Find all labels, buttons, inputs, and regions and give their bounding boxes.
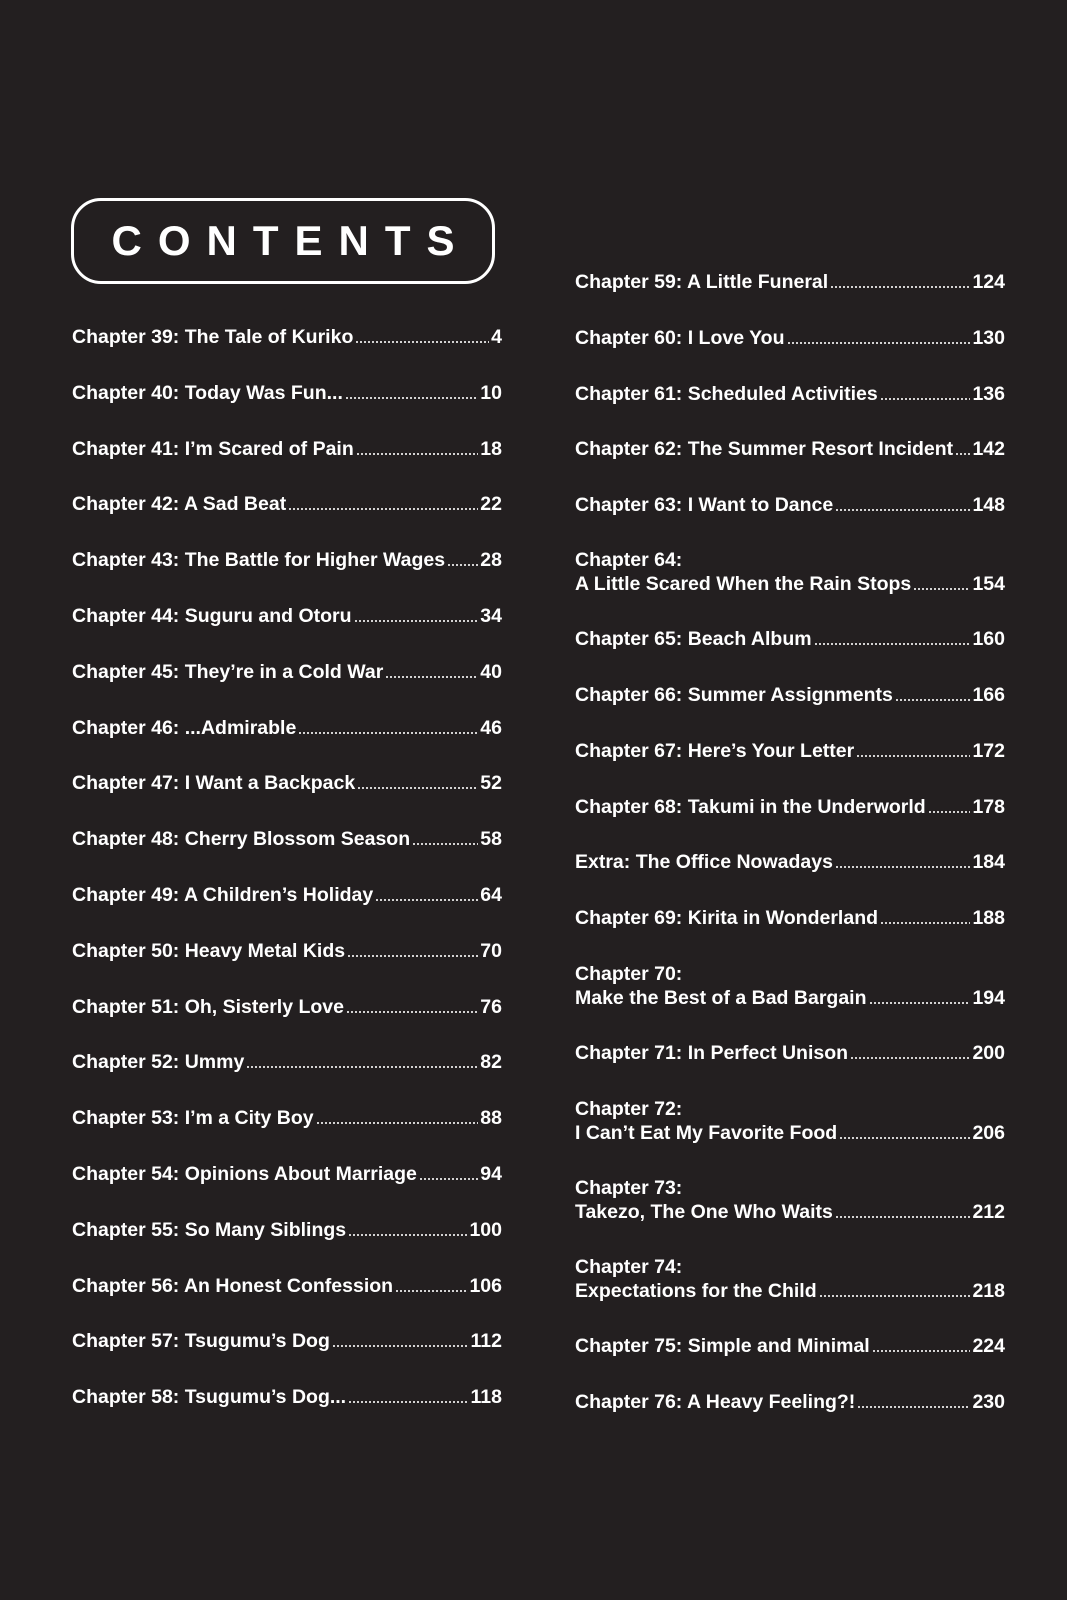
toc-entry-page: 230: [972, 1391, 1005, 1413]
toc-entry-title: Chapter 39: The Tale of Kuriko: [72, 326, 354, 348]
toc-entry-page: 218: [972, 1280, 1005, 1302]
toc-entry-title: Chapter 52: Ummy: [72, 1051, 245, 1073]
toc-entry-page: 64: [480, 884, 502, 906]
toc-entry-page: 106: [469, 1275, 502, 1297]
toc-leader-dots: [395, 1290, 467, 1292]
toc-entry-title: Expectations for the Child: [575, 1280, 817, 1302]
toc-entry-page: 76: [480, 996, 502, 1018]
toc-leader-dots: [347, 955, 478, 957]
toc-entry: [72, 1385, 502, 1409]
toc-entry-page: 148: [972, 494, 1005, 516]
toc-entry-page: 10: [480, 382, 502, 404]
toc-entry-row: [72, 660, 502, 684]
toc-entry-page: 28: [480, 549, 502, 571]
toc-entry-title: Chapter 56: An Honest Confession: [72, 1275, 394, 1297]
toc-entry-row: [72, 1274, 502, 1298]
toc-leader-dots: [869, 1002, 971, 1004]
toc-entry-title: Chapter 75: Simple and Minimal: [575, 1335, 870, 1357]
toc-entry: [72, 492, 502, 516]
toc-entry-row: [72, 716, 502, 740]
toc-leader-dots: [288, 508, 478, 510]
toc-entry-title: Chapter 65: Beach Album: [575, 628, 812, 650]
toc-entry-title: Chapter 45: They’re in a Cold War: [72, 661, 384, 683]
toc-entry-row: [575, 1279, 1005, 1303]
toc-entry-title: Chapter 40: Today Was Fun...: [72, 382, 343, 404]
toc-entry-title: Chapter 71: In Perfect Unison: [575, 1042, 849, 1064]
toc-entry: [575, 683, 1005, 707]
toc-entry-title: Chapter 60: I Love You: [575, 327, 785, 349]
toc-entry-title: Chapter 41: I’m Scared of Pain: [72, 438, 354, 460]
toc-entry-page: 118: [470, 1386, 502, 1408]
toc-entry-page: 82: [480, 1051, 502, 1073]
toc-entry-row: [575, 382, 1005, 406]
toc-entry: [72, 437, 502, 461]
toc-leader-dots: [447, 564, 478, 566]
toc-entry-title: Chapter 68: Takumi in the Underworld: [575, 796, 926, 818]
toc-entry: [72, 995, 502, 1019]
toc-leader-dots: [375, 899, 478, 901]
toc-entry-row: [72, 771, 502, 795]
toc-leader-dots: [355, 341, 489, 343]
toc-leader-dots: [835, 866, 971, 868]
toc-entry-title: I Can’t Eat My Favorite Food: [575, 1122, 838, 1144]
toc-entry: [72, 604, 502, 628]
toc-entry: [72, 1274, 502, 1298]
toc-entry-title: Chapter 54: Opinions About Marriage: [72, 1163, 417, 1185]
toc-entry: [72, 1329, 502, 1353]
toc-entry: [575, 382, 1005, 406]
toc-entry: [72, 1162, 502, 1186]
toc-entry-title: Chapter 53: I’m a City Boy: [72, 1107, 314, 1129]
toc-leader-dots: [316, 1122, 479, 1124]
toc-entry-row: [72, 1106, 502, 1130]
toc-entry-row: [575, 493, 1005, 517]
toc-entry: [72, 548, 502, 572]
toc-leader-dots: [830, 286, 970, 288]
toc-leader-dots: [348, 1401, 468, 1403]
toc-entry-row: [575, 739, 1005, 763]
toc-entry-page: 194: [972, 987, 1005, 1009]
toc-entry: [72, 325, 502, 349]
toc-entry-page: 172: [972, 740, 1005, 762]
toc-entry: [72, 660, 502, 684]
toc-entry-title: Chapter 51: Oh, Sisterly Love: [72, 996, 345, 1018]
toc-entry: [575, 548, 1005, 596]
toc-entry-title: Chapter 57: Tsugumu’s Dog: [72, 1330, 330, 1352]
toc-entry: [72, 1218, 502, 1242]
toc-entry-page: 112: [470, 1330, 502, 1352]
toc-entry-row: [575, 1390, 1005, 1414]
toc-entry: [575, 1041, 1005, 1065]
toc-entry-title: Chapter 76: A Heavy Feeling?!: [575, 1391, 856, 1413]
toc-entry: [72, 381, 502, 405]
toc-leader-dots: [419, 1178, 478, 1180]
toc-leader-dots: [346, 1011, 478, 1013]
toc-leader-dots: [354, 620, 479, 622]
toc-entry-row: [72, 437, 502, 461]
toc-entry-row: [72, 1162, 502, 1186]
toc-entry-title: Extra: The Office Nowadays: [575, 851, 833, 873]
toc-entry-row: [72, 492, 502, 516]
toc-entry-title: Chapter 43: The Battle for Higher Wages: [72, 549, 446, 571]
toc-entry-page: 124: [972, 271, 1005, 293]
toc-leader-dots: [880, 398, 971, 400]
toc-leader-dots: [787, 342, 971, 344]
toc-leader-dots: [357, 787, 478, 789]
toc-entry-page: 88: [480, 1107, 502, 1129]
toc-entry-title: Chapter 59: A Little Funeral: [575, 271, 829, 293]
toc-entry-row: [575, 627, 1005, 651]
toc-entry: [575, 1176, 1005, 1224]
toc-entry-title: Chapter 58: Tsugumu’s Dog...: [72, 1386, 347, 1408]
toc-entry-page: 100: [469, 1219, 502, 1241]
toc-entry: [72, 1106, 502, 1130]
toc-entry: [72, 771, 502, 795]
toc-entry-row: [72, 827, 502, 851]
toc-entry-title: Chapter 47: I Want a Backpack: [72, 772, 356, 794]
toc-entry: [575, 739, 1005, 763]
toc-entry-row: [575, 437, 1005, 461]
toc-leader-dots: [348, 1234, 467, 1236]
toc-leader-dots: [246, 1066, 478, 1068]
toc-entry-title: Chapter 63: I Want to Dance: [575, 494, 834, 516]
contents-title-box: [71, 198, 495, 284]
toc-entry: [575, 493, 1005, 517]
toc-entry-page: 130: [972, 327, 1005, 349]
toc-entry-title: Chapter 48: Cherry Blossom Season: [72, 828, 411, 850]
toc-entry-page: 34: [480, 605, 502, 627]
toc-entry-row: [575, 1334, 1005, 1358]
toc-entry: [72, 939, 502, 963]
toc-entry-page: 94: [480, 1163, 502, 1185]
toc-entry-page: 52: [480, 772, 502, 794]
toc-leader-dots: [913, 588, 970, 590]
toc-entry: [72, 1050, 502, 1074]
toc-entry-row: [575, 1121, 1005, 1145]
toc-entry-row: [575, 683, 1005, 707]
toc-entry-lead: Chapter 74:: [575, 1256, 683, 1278]
toc-entry-page: 22: [480, 493, 502, 515]
toc-entry-lead: Chapter 64:: [575, 549, 683, 571]
toc-entry: [72, 883, 502, 907]
toc-entry-title: Make the Best of a Bad Bargain: [575, 987, 867, 1009]
toc-leader-dots: [955, 453, 970, 455]
toc-entry-page: 58: [480, 828, 502, 850]
toc-entry-row: [575, 906, 1005, 930]
toc-entry-page: 212: [972, 1201, 1005, 1223]
toc-entry-row: [72, 1218, 502, 1242]
toc-entry-page: 142: [972, 438, 1005, 460]
toc-entry-page: 70: [480, 940, 502, 962]
toc-leader-dots: [928, 811, 971, 813]
toc-entry-row: [72, 939, 502, 963]
toc-entry-row: [575, 795, 1005, 819]
toc-entry-lead: Chapter 72:: [575, 1098, 683, 1120]
toc-entry-page: 224: [972, 1335, 1005, 1357]
toc-entry: [575, 1390, 1005, 1414]
toc-entry-row: [575, 986, 1005, 1010]
toc-entry-page: 4: [491, 326, 502, 348]
toc-entry-title: Chapter 67: Here’s Your Letter: [575, 740, 855, 762]
toc-entry: [575, 962, 1005, 1010]
toc-entry-row: [575, 572, 1005, 596]
toc-entry-row: [575, 850, 1005, 874]
toc-leader-dots: [835, 1216, 971, 1218]
toc-entry-page: 160: [972, 628, 1005, 650]
contents-title: CONTENTS: [111, 217, 471, 264]
toc-entry-page: 154: [972, 573, 1005, 595]
toc-entry-row: [575, 326, 1005, 350]
toc-entry-title: A Little Scared When the Rain Stops: [575, 573, 912, 595]
toc-entry-title: Chapter 46: ...Admirable: [72, 717, 297, 739]
toc-entry: [575, 270, 1005, 294]
toc-entry: [575, 906, 1005, 930]
toc-entry-row: [72, 548, 502, 572]
toc-leader-dots: [835, 509, 970, 511]
toc-entry-row: [72, 1329, 502, 1353]
toc-leader-dots: [332, 1345, 469, 1347]
toc-entry-row: [72, 1050, 502, 1074]
toc-leader-dots: [880, 922, 970, 924]
toc-entry-page: 40: [480, 661, 502, 683]
toc-entry-page: 188: [972, 907, 1005, 929]
toc-entry: [575, 850, 1005, 874]
toc-entry-title: Chapter 42: A Sad Beat: [72, 493, 287, 515]
toc-entry-title: Chapter 50: Heavy Metal Kids: [72, 940, 346, 962]
toc-entry: [72, 716, 502, 740]
toc-entry: [575, 437, 1005, 461]
toc-leader-dots: [856, 755, 970, 757]
toc-entry-title: Takezo, The One Who Waits: [575, 1201, 833, 1223]
toc-entry-page: 178: [972, 796, 1005, 818]
toc-entry: [575, 795, 1005, 819]
toc-leader-dots: [298, 732, 478, 734]
toc-leader-dots: [385, 676, 478, 678]
toc-entry: [72, 827, 502, 851]
toc-leader-dots: [412, 843, 478, 845]
toc-entry-title: Chapter 62: The Summer Resort Incident: [575, 438, 954, 460]
toc-entry-page: 18: [480, 438, 502, 460]
toc-entry-page: 136: [972, 383, 1005, 405]
toc-entry-lead: Chapter 73:: [575, 1177, 683, 1199]
toc-entry-lead: Chapter 70:: [575, 963, 683, 985]
toc-entry: [575, 1097, 1005, 1145]
toc-leader-dots: [857, 1406, 970, 1408]
toc-entry-row: [72, 604, 502, 628]
toc-entry-title: Chapter 55: So Many Siblings: [72, 1219, 347, 1241]
toc-entry-page: 206: [972, 1122, 1005, 1144]
toc-entry-row: [72, 883, 502, 907]
toc-entry-row: [575, 270, 1005, 294]
toc-entry-row: [72, 381, 502, 405]
toc-entry-title: Chapter 61: Scheduled Activities: [575, 383, 878, 405]
toc-entry-row: [72, 325, 502, 349]
toc-entry: [575, 1255, 1005, 1303]
toc-entry-page: 200: [972, 1042, 1005, 1064]
toc-entry-title: Chapter 44: Suguru and Otoru: [72, 605, 352, 627]
toc-entry-title: Chapter 69: Kirita in Wonderland: [575, 907, 879, 929]
toc-leader-dots: [872, 1350, 971, 1352]
toc-entry-title: Chapter 49: A Children’s Holiday: [72, 884, 374, 906]
toc-entry-page: 166: [972, 684, 1005, 706]
toc-entry: [575, 1334, 1005, 1358]
toc-leader-dots: [356, 453, 479, 455]
toc-leader-dots: [814, 643, 971, 645]
toc-entry-row: [72, 995, 502, 1019]
toc-entry-row: [575, 1041, 1005, 1065]
toc-entry-page: 184: [972, 851, 1005, 873]
toc-entry-page: 46: [480, 717, 502, 739]
toc-entry: [575, 326, 1005, 350]
toc-entry-row: [72, 1385, 502, 1409]
toc-leader-dots: [839, 1137, 970, 1139]
toc-entry-title: Chapter 66: Summer Assignments: [575, 684, 893, 706]
toc-leader-dots: [345, 397, 478, 399]
toc-entry-row: [575, 1200, 1005, 1224]
toc-leader-dots: [850, 1057, 970, 1059]
toc-leader-dots: [895, 699, 971, 701]
toc-leader-dots: [819, 1295, 971, 1297]
toc-entry: [575, 627, 1005, 651]
